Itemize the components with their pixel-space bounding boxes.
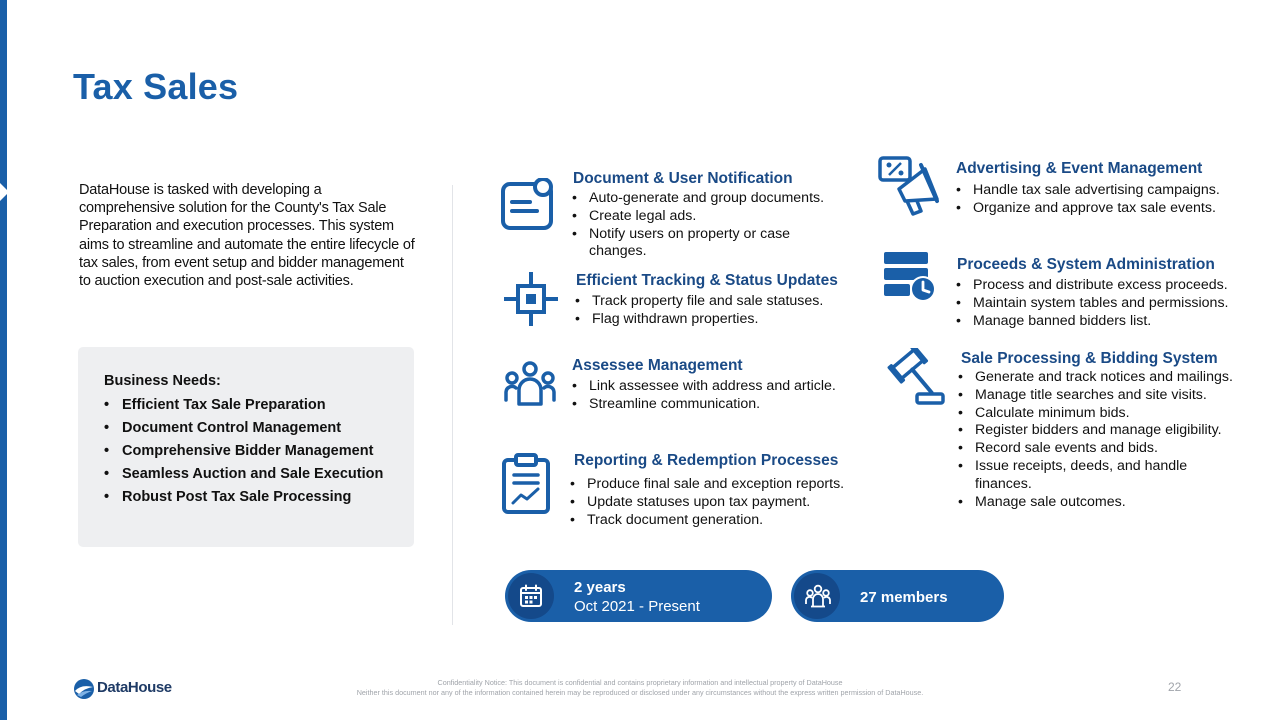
- team-members-count: 27 members: [860, 589, 948, 606]
- feature-bullet: • Issue receipts, deeds, and handle finances.: [958, 458, 1233, 494]
- feature-title: Proceeds & System Administration: [957, 256, 1215, 273]
- calendar-icon: [519, 584, 543, 608]
- megaphone-percent-icon: [877, 155, 941, 217]
- duration-pill: [505, 570, 772, 622]
- page-number: 22: [1168, 680, 1182, 694]
- feature-bullets: [956, 182, 1246, 218]
- feature-title: Advertising & Event Management: [956, 160, 1203, 177]
- duration-years: 2 years: [574, 579, 626, 596]
- business-need-item: • Document Control Management: [104, 417, 414, 440]
- feature-bullet: • Streamline communication.: [572, 396, 852, 414]
- feature-bullet: • Manage sale outcomes.: [958, 494, 1233, 512]
- feature-bullets: [572, 190, 834, 261]
- confidentiality-line-2: Neither this document nor any of the information contained herein may be reproduced or disclosed under any circumstances without the express written permission of DataHouse.: [356, 687, 924, 697]
- feature-bullet: • Track document generation.: [570, 512, 860, 530]
- confidentiality-line-1: Confidentiality Notice: This document is confidential and contains proprietary information and intellectual property of DataHouse: [437, 678, 843, 687]
- duration-icon-circle: [508, 573, 554, 619]
- feature-bullet: • Register bidders and manage eligibility.: [958, 422, 1233, 440]
- clipboard-chart-icon: [501, 453, 553, 515]
- database-clock-icon: [882, 250, 938, 304]
- page-title: Tax Sales: [73, 66, 239, 107]
- tracking-target-icon: [502, 270, 560, 328]
- feature-title: Sale Processing & Bidding System: [961, 350, 1218, 367]
- feature-bullet: • Handle tax sale advertising campaigns.: [956, 182, 1246, 200]
- people-group-icon: [503, 360, 557, 408]
- business-need-item: • Efficient Tax Sale Preparation: [104, 394, 414, 417]
- business-needs-list: [104, 394, 414, 509]
- feature-bullets: [956, 277, 1256, 330]
- datahouse-logo-icon: [73, 678, 95, 700]
- gavel-icon: [885, 348, 945, 406]
- feature-bullet: • Update statuses upon tax payment.: [570, 494, 860, 512]
- business-need-item: • Comprehensive Bidder Management: [104, 440, 414, 463]
- feature-bullets: [958, 369, 1233, 511]
- feature-bullet: • Maintain system tables and permissions.: [956, 295, 1256, 313]
- left-accent-notch: [0, 183, 9, 201]
- intro-paragraph: DataHouse is tasked with developing a comprehensive solution for the County's Tax Sale Preparation and execution processes. This system aims to streamline and automate the entire lifecycle of tax sales, from event setup and bidder management to auction execution and post-sale activities.: [79, 182, 415, 290]
- business-need-item: • Robust Post Tax Sale Processing: [104, 486, 414, 509]
- feature-bullet: • Manage title searches and site visits.: [958, 387, 1233, 405]
- business-need-item: • Seamless Auction and Sale Execution: [104, 463, 414, 486]
- confidentiality-notice: [300, 678, 980, 697]
- team-pill: [791, 570, 1004, 622]
- feature-bullet: • Calculate minimum bids.: [958, 405, 1233, 423]
- feature-bullet: • Record sale events and bids.: [958, 440, 1233, 458]
- feature-bullet: • Produce final sale and exception reports.: [570, 476, 860, 494]
- feature-bullet: • Generate and track notices and mailings.: [958, 369, 1233, 387]
- feature-title: Document & User Notification: [573, 170, 793, 187]
- feature-title: Efficient Tracking & Status Updates: [576, 272, 838, 289]
- feature-bullet: • Auto-generate and group documents.: [572, 190, 834, 208]
- feature-bullets: [572, 378, 852, 414]
- feature-bullet: • Link assessee with address and article.: [572, 378, 852, 396]
- feature-bullet: • Process and distribute excess proceeds.: [956, 277, 1256, 295]
- business-needs-heading: Business Needs:: [104, 373, 221, 389]
- left-accent-bar: [0, 0, 7, 720]
- document-notification-icon: [500, 178, 556, 232]
- feature-bullets: [570, 476, 860, 529]
- feature-bullets: [575, 293, 845, 329]
- business-needs-box: [78, 347, 414, 547]
- duration-range: Oct 2021 - Present: [574, 598, 700, 615]
- feature-bullet: • Organize and approve tax sale events.: [956, 200, 1246, 218]
- feature-bullet: • Create legal ads.: [572, 208, 834, 226]
- team-icon: [805, 584, 831, 608]
- feature-bullet: • Manage banned bidders list.: [956, 313, 1256, 331]
- team-icon-circle: [794, 573, 840, 619]
- feature-bullet: • Notify users on property or case changes.: [572, 226, 834, 262]
- datahouse-logo-text: DataHouse: [97, 679, 172, 696]
- feature-title: Reporting & Redemption Processes: [574, 452, 839, 469]
- feature-bullet: • Track property file and sale statuses.: [575, 293, 845, 311]
- feature-bullet: • Flag withdrawn properties.: [575, 311, 845, 329]
- feature-title: Assessee Management: [572, 357, 743, 374]
- column-divider: [452, 185, 453, 625]
